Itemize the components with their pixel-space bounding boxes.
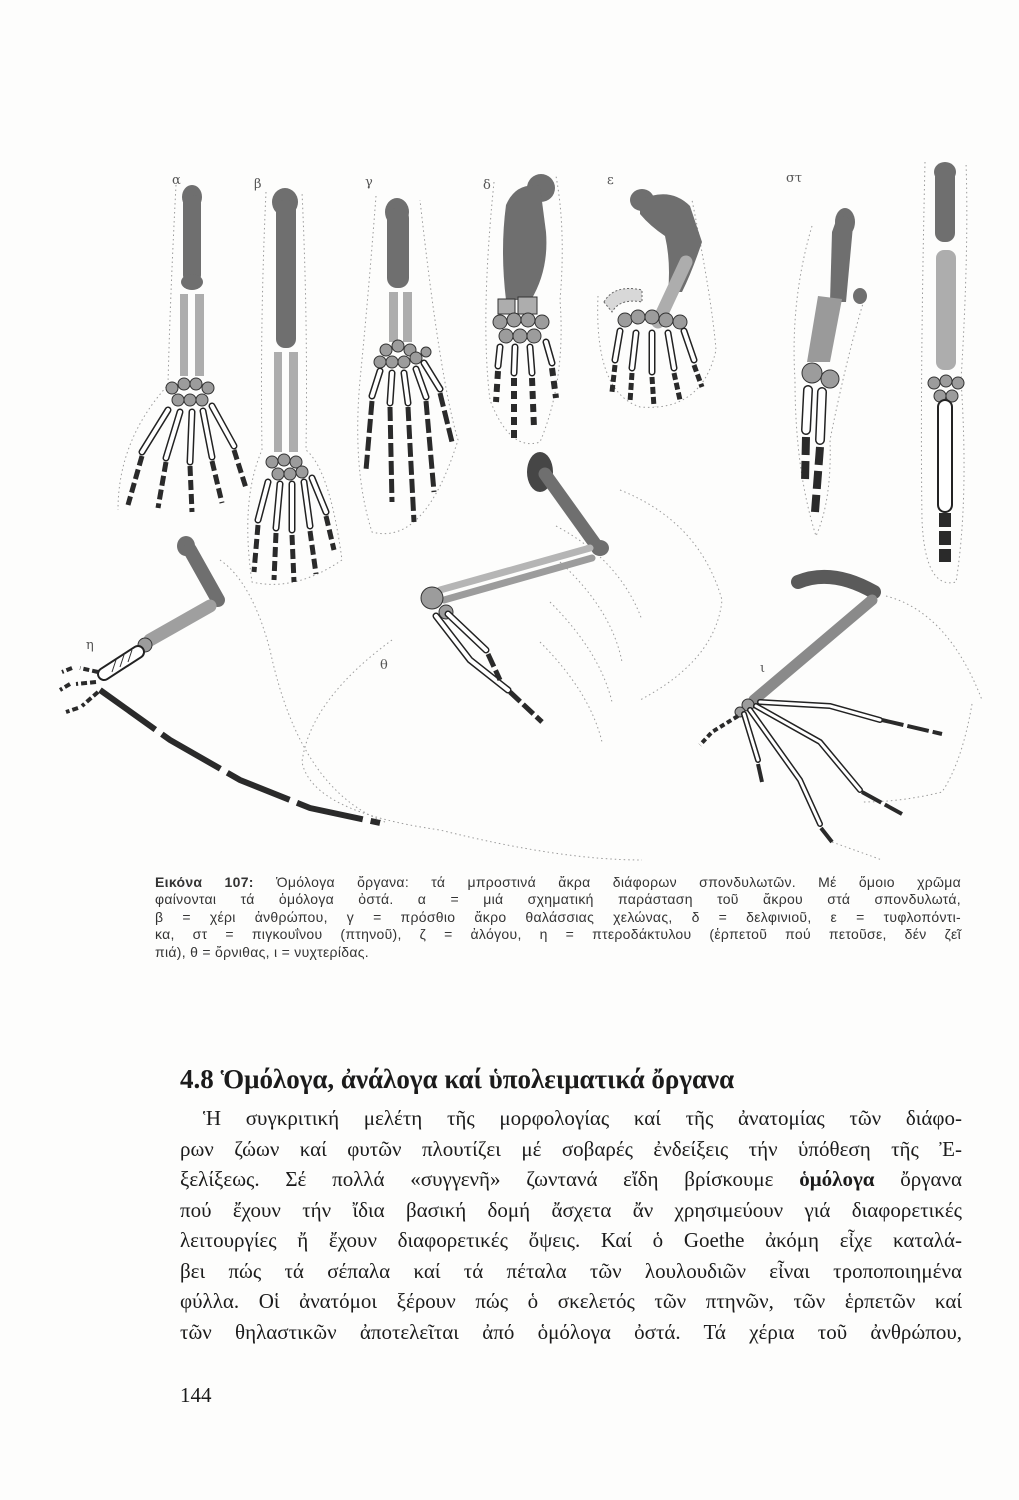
caption-text: Ὁμόλογα ὄργανα: τά μπροστινά ἄκρα διάφορων σπονδυλωτῶν. Μέ ὅμοιο χρῶμα [253, 874, 961, 890]
label-eta: η [86, 638, 94, 653]
caption-line: πιά), θ = ὄρνιθας, ι = νυχτερίδας. [155, 943, 369, 960]
label-gamma: γ [365, 175, 373, 190]
caption-line: β = χέρι ἀνθρώπου, γ = πρόσθιο ἄκρο θαλάσσιας χελώνας, δ = δελφινιοῦ, ε = τυφλοπόντι- [155, 908, 961, 925]
bold-term: ὁμόλογα [799, 1167, 875, 1191]
label-iota: ι [760, 661, 766, 676]
limb-alpha-schematic [118, 185, 246, 512]
label-epsilon: ε [607, 173, 614, 188]
caption-label: Εικόνα 107: [155, 874, 254, 890]
text-run: ξελίξεως. Σέ πολλά «συγγενῆ» ζωντανά εἴδη βρίσκουμε [180, 1167, 800, 1191]
limb-st-penguin [794, 208, 867, 536]
paragraph-line: λειτουργίες ἤ ἔχουν διαφορετικές ὄψεις. Καί ὁ Goethe ἀκόμη εἶχε καταλά- [180, 1228, 962, 1252]
limb-beta-human-hand [248, 188, 342, 584]
limb-gamma-sea-turtle [358, 196, 458, 534]
limb-zeta-horse [921, 162, 966, 583]
paragraph-line: τῶν θηλαστικῶν ἀποτελεῖται ἀπό ὁμόλογα ὀστά. Τά χέρια τοῦ ἀνθρώπου, [180, 1319, 962, 1344]
paragraph-line: Ἡ συγκριτική μελέτη τῆς μορφολογίας καί τῆς ἀνατομίας τῶν διάφο- [203, 1106, 962, 1130]
paragraph-line: βει πώς τά σέπαλα καί τά πέταλα τῶν λουλουδιῶν εἶναι τροποποιημένα [180, 1258, 962, 1283]
limb-delta-dolphin [486, 174, 562, 444]
caption-line: φαίνονται τά ὁμόλογα ὀστά. α = μιά σχηματική παράσταση τοῦ ἄκρου στά σπονδυλωτά, [155, 891, 961, 908]
caption-line [155, 874, 961, 891]
paragraph-line [180, 1164, 962, 1195]
label-delta: δ [483, 178, 491, 193]
paragraph-line: φύλλα. Οἱ ἀνατόμοι ξέρουν πώς ὁ σκελετός τῶν πτηνῶν, τῶν ἑρπετῶν καί [180, 1289, 962, 1313]
limb-iota-bat [700, 577, 982, 860]
section-heading: 4.8 Ὁμόλογα, ἀνάλογα καί ὑπολειματικά ὄργανα [180, 1064, 735, 1094]
label-st: στ [786, 171, 803, 186]
figure-caption [155, 874, 961, 961]
paragraph-line: ρων ζώων καί φυτῶν πλουτίζει μέ σοβαρές ἐνδείξεις τήν ὑπόθεση τῆς Ἐ- [180, 1136, 962, 1161]
caption-line: κα, στ = πιγκουΐνου (πτηνοῦ), ζ = ἀλόγου, η = πτεροδάκτυλου (ἑρπετοῦ πού πετοῦσε, δέν ζεῖ [155, 926, 961, 943]
label-alpha: α [172, 173, 181, 188]
body-paragraph [180, 1103, 962, 1347]
page-number: 144 [180, 1383, 212, 1407]
limb-epsilon-mole [598, 189, 716, 407]
text-run: ὄργανα [874, 1167, 962, 1191]
limb-eta-pterodactyl [60, 536, 385, 823]
label-beta: β [254, 177, 262, 192]
label-theta: θ [380, 658, 388, 673]
limb-theta-bird [302, 452, 722, 860]
paragraph-line: πού ἔχουν τήν ἴδια βασική δομή ἄσχετα ἄν χρησιμεύουν γιά διαφορετικές [180, 1197, 962, 1222]
